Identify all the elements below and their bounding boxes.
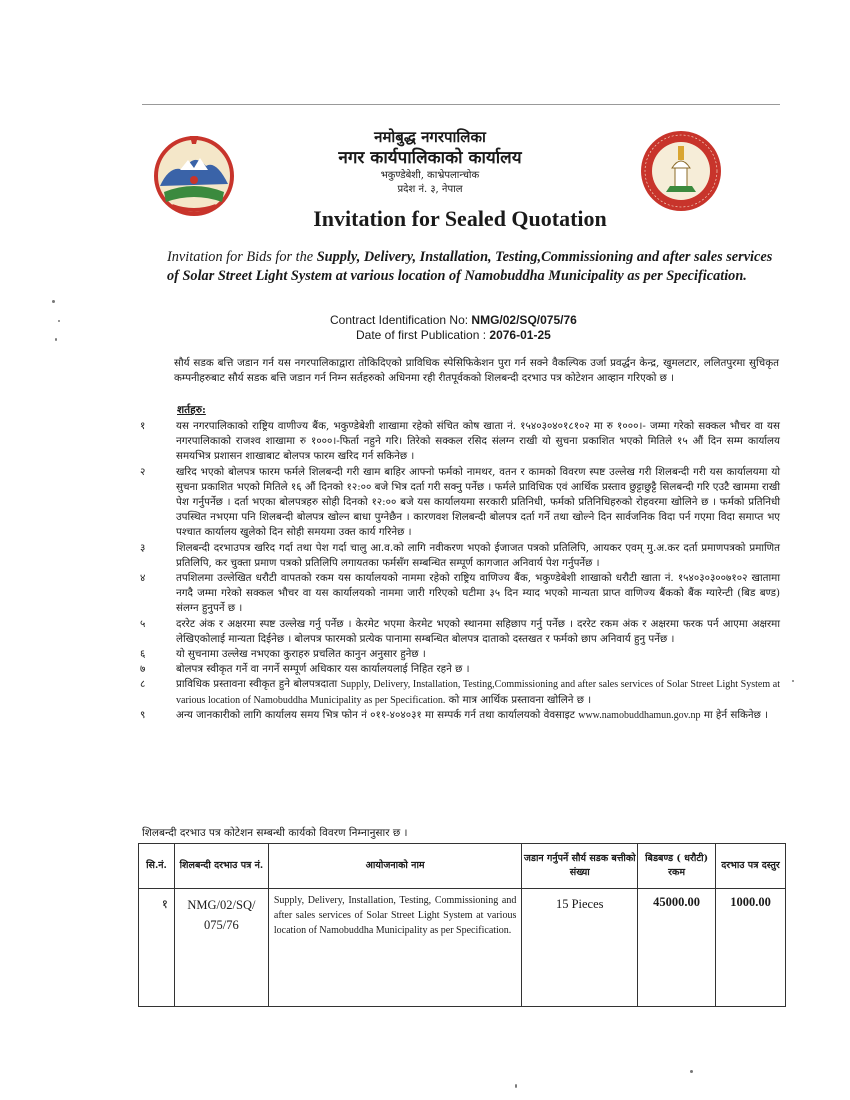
cell-project-name: Supply, Delivery, Installation, Testing, Commissioning and after sales services of Solar Street Light System at various location of Namobuddha Municipality as per Specification. <box>268 889 521 1007</box>
publication-date-value: 2076-01-25 <box>489 328 551 342</box>
nepal-emblem-logo <box>150 130 238 218</box>
condition-text: यस नगरपालिकाको राष्ट्रिय वाणीज्य बैंक, भकुण्डेबेशी शाखामा रहेको संचित कोष खाता नं. १५४०३०४०१८१०२ मा रु १०००।- जम्मा गरेको सक्कल भौचर वा यस नगरपालिकाको राजश्व शाखामा रु १०००।-फिर्ता नहुने गरि। तिरेको सक्कल रसिद संलग्न राखी यो सुचना प्रकाशित भएको मितिले १५ औं दिन सम्म कार्यालय समयभित्र प्रशासन शाखाबाट बोलपत्र फारम खरिद गर्न सकिनेछ । <box>176 420 780 463</box>
condition-text: तपशिलमा उल्लेखित धरौटी वापतको रकम यस कार्यालयको नाममा रहेको राष्ट्रिय वाणिज्य बैंक, भकुण्डेबेशी शाखाको धरौटी खाता नं. १५४०३०३००७१०२ खातामा नगदै जम्मा गरेको सक्कल भौचर वा यस कार्यालयको नाममा जारी गरिएको घटीमा ३५ दिन म्याद भएको मान्यता प्राप्त वाणिज्य बैंकको बैंक ग्यारेन्टी (बिड बण्ड) संलग्न हुनुपर्ने छ । <box>176 572 780 615</box>
office-address: भकुण्डेबेशी, काभ्रेपलान्चोक <box>380 170 480 181</box>
condition-number: ८ <box>140 678 146 691</box>
header-bid-bond: बिडबण्ड ( धरौटी) रकम <box>638 844 716 889</box>
condition-text: बोलपत्र स्वीकृत गर्ने वा नगर्ने सम्पूर्ण अधिकार यस कार्यालयलाई निहित रहने छ । <box>176 663 470 676</box>
condition-text-post: को मात्र आर्थिक प्रस्तावना खोलिने छ । <box>448 693 592 706</box>
office-header <box>280 128 580 197</box>
condition-item <box>140 571 780 617</box>
condition-number: ३ <box>140 541 146 554</box>
table-caption: शिलबन्दी दरभाउ पत्र कोटेशन सम्बन्धी कार्यको विवरण निम्नानुसार छ । <box>142 827 408 839</box>
header-project-name: आयोजनाको नाम <box>268 844 521 889</box>
municipality-logo <box>638 128 724 214</box>
condition-text: दररेट अंक र अक्षरमा स्पष्ट उल्लेख गर्नु पर्नेछ । केरमेट भएमा केरमेट भएको स्थानमा सहिछाप गर्नु पर्नेछ । दररेट रकम अंक र अक्षरमा फरक पर्न आएमा अक्षरमा लेखिएकोलाई मान्यता दिईनेछ । बोलपत्र फारमको प्रत्येक पानामा सम्बन्धित बोलपत्र दाताको दस्तखत र फर्मको छाप अनिवार्य हुनु पर्नेछ । <box>176 617 780 645</box>
website-link[interactable]: www.namobuddhamun.gov.np <box>578 709 701 721</box>
quotation-table <box>138 843 786 1007</box>
table-row <box>139 889 786 1007</box>
cell-serial: १ <box>139 889 175 1007</box>
contract-id-value: NMG/02/SQ/075/76 <box>471 313 577 327</box>
condition-number: ४ <box>140 572 146 585</box>
condition-item <box>140 541 780 571</box>
condition-item <box>140 465 780 541</box>
conditions-heading: शर्तहरु: <box>177 404 206 416</box>
scan-speck <box>58 320 60 322</box>
header-fee: दरभाउ पत्र दस्तुर <box>716 844 786 889</box>
office-province: प्रदेश नं. ३, नेपाल <box>397 184 463 195</box>
condition-item <box>140 617 780 647</box>
condition-number: ५ <box>140 617 146 630</box>
intro-prefix: Invitation for Bids for the <box>167 249 314 265</box>
cell-bid-bond: 45000.00 <box>638 889 716 1007</box>
condition-text-pre: प्राविधिक प्रस्तावना स्वीकृत हुने बोलपत्रदाता <box>176 678 338 691</box>
office-name: नगर कार्यपालिकाको कार्यालय <box>338 148 522 168</box>
table-header-row <box>139 844 786 889</box>
condition-text-latin: Supply, Delivery, Installation, Testing,Commissioning and after sales services of Solar Street Light System at various location of Namobuddha Municipality as per Specification. <box>176 679 780 706</box>
scan-speck <box>52 300 55 303</box>
condition-item <box>140 677 780 707</box>
condition-text-pre: अन्य जानकारीको लागि कार्यालय समय भित्र फोन नं ०११-४०४०३१ मा सम्पर्क गर्न तथा कार्यालयको वेवसाइट <box>176 708 575 721</box>
condition-text: शिलबन्दी दरभाउपत्र खरिद गर्दा तथा पेश गर्दा चालु आ.व.को लागि नवीकरण भएको ईजाजत पत्रको प्रतिलिपि, आयकर एवम् मु.अ.कर दर्ता प्रमाणपत्रको प्रमाणित प्रतिलिपि, कर चुक्ता प्रमाण पत्रको प्रतिलिपि लगायतका फर्मसँग सम्बन्धित सम्पूर्ण कागजात अनिवार्य पेश गर्नुपर्नेछ । <box>176 541 780 569</box>
scan-speck <box>55 338 57 341</box>
intro-subject: Supply, Delivery, Installation, Testing,Commissioning and after sales services of Solar Street Light System at various location of Namobuddha Municipality as per Specification. <box>167 249 773 284</box>
header-rule <box>142 104 780 105</box>
scan-speck <box>792 680 794 682</box>
scan-speck <box>515 1084 517 1088</box>
municipality-name: नमोबुद्ध नगरपालिका <box>374 128 486 146</box>
condition-item <box>140 647 780 662</box>
header-quotation-number: शिलबन्दी दरभाउ पत्र नं. <box>174 844 268 889</box>
condition-text: खरिद भएको बोलपत्र फारम फर्मले शिलबन्दी गरी खाम बाहिर आफ्नो फर्मको नामथर, वतन र कामको विवरण स्पष्ट उल्लेख गरी शिलबन्दी गरी यस कार्यालयमा यो सुचना प्रकाशित भएको मितिले १६ औं दिनको १२:०० बजे भित्र दर्ता गरी सक्नु पर्नेछ । फर्मले प्राविधिक एवं आर्थिक प्रस्ताव छुट्टाछुट्टै सिलबन्दी गरि एउटै खाममा राखी पेश गर्नुपर्नेछ । दर्ता भएका बोलपत्रहरु सोही दिनको १२:०० बजे यस कार्यालयमा सरकारी प्रतिनिधी, फर्मको प्रतिनिधिहरुको रोहवरमा खोलिने छ । फर्मको प्रतिनिधी उपस्थित नभएमा पनि शिलबन्दी बोलपत्र खोल्न बाधा पुग्नेछैन । कारणवश शिलबन्दी बोलपत्र दर्ता गर्ने तथा खोल्ने दिन सार्वजनिक विदा पर्न गएमा विदा समाप्त भए पश्चात कार्यालय खुलेको दिन सोही समयमा उक्त कार्य गरिनेछ । <box>176 465 780 539</box>
condition-number: ६ <box>140 648 146 661</box>
scan-speck <box>690 1070 693 1073</box>
condition-item <box>140 662 780 677</box>
condition-number: ७ <box>140 663 146 676</box>
contract-id-label: Contract Identification No: <box>330 313 469 327</box>
intro-paragraph: सौर्य सडक बत्ति जडान गर्न यस नगरपालिकाद्वारा तोकिदिएको प्राविधिक स्पेसिफिकेशन पुरा गर्न सक्ने वैकल्पिक उर्जा प्रवर्द्धन केन्द्र, खुमलटार, ललितपुरमा सुचिकृत कम्पनीहरुबाट सौर्य सडक बत्ति जडान गर्न निम्न सर्तहरुको अधिनमा रही रीतपूर्वकको शिलबन्दी दरभाउ पत्र कोटेशन आव्हान गरिएको छ । <box>174 357 779 384</box>
invitation-intro <box>167 248 782 286</box>
condition-text: यो सुचनामा उल्लेख नभएका कुराहरु प्रचलित कानुन अनुसार हुनेछ । <box>176 648 426 661</box>
cell-fee: 1000.00 <box>716 889 786 1007</box>
header-serial: सि.नं. <box>139 844 175 889</box>
header-quantity: जडान गर्नुपर्ने सौर्य सडक बत्तीको संख्या <box>522 844 638 889</box>
condition-text-post: मा हेर्न सकिनेछ । <box>703 708 769 721</box>
publication-date-label: Date of first Publication : <box>356 328 487 342</box>
cell-quantity: 15 Pieces <box>522 889 638 1007</box>
cell-quotation-number: NMG/02/SQ/ 075/76 <box>174 889 268 1007</box>
conditions-list <box>140 419 780 723</box>
condition-number: १ <box>140 420 146 432</box>
condition-number: २ <box>140 465 146 478</box>
condition-item <box>140 419 780 465</box>
document-title: Invitation for Sealed Quotation <box>313 206 607 231</box>
condition-item <box>140 708 780 723</box>
contract-info <box>330 313 630 343</box>
condition-number: ९ <box>140 708 146 721</box>
